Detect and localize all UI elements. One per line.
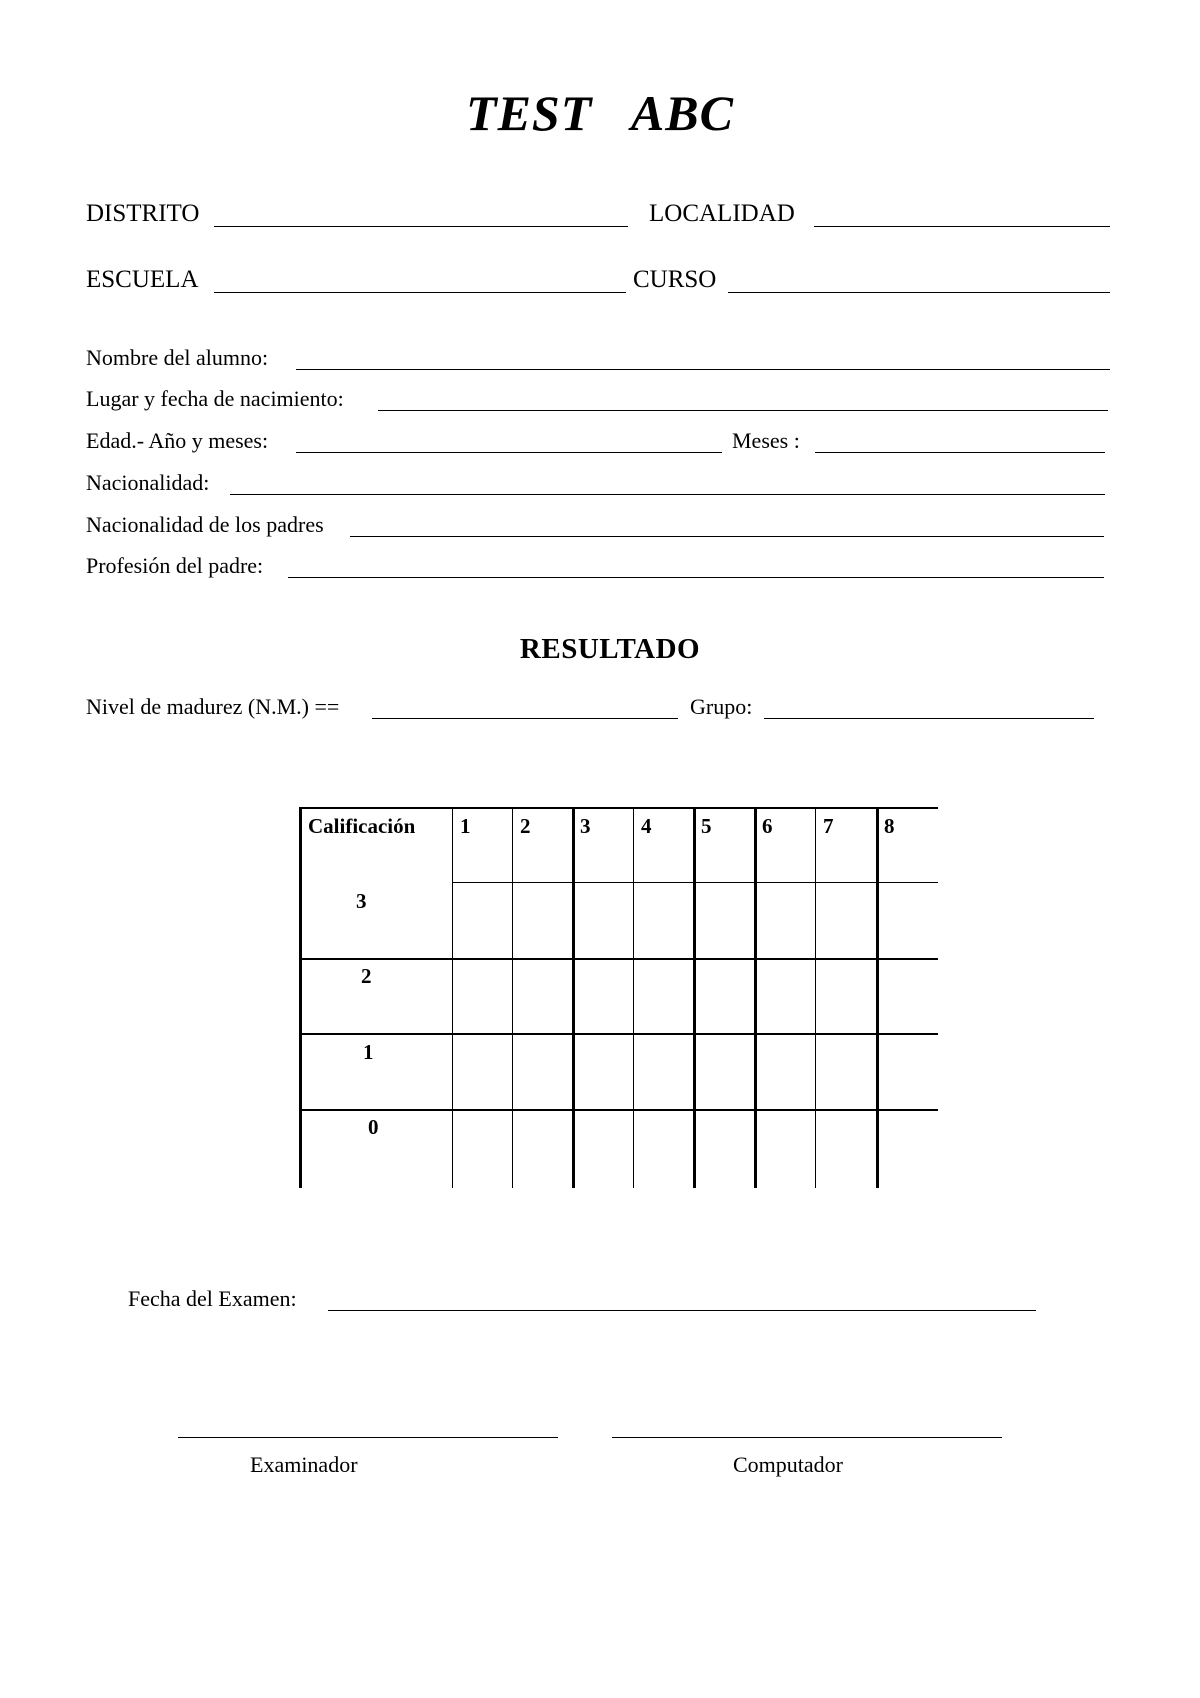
table-vline — [452, 807, 453, 1188]
computador-label: Computador — [733, 1452, 843, 1477]
table-hline — [300, 958, 938, 960]
table-row-label: 3 — [356, 889, 367, 913]
localidad-label: LOCALIDAD — [649, 200, 795, 227]
computador-signature-line[interactable] — [612, 1437, 1002, 1438]
table-vline — [693, 807, 696, 1188]
table-column-header: 3 — [580, 814, 591, 838]
table-column-header: 4 — [641, 814, 652, 838]
meses-label: Meses : — [732, 428, 800, 453]
table-column-header: 8 — [884, 814, 895, 838]
page-title: TEST ABC — [466, 85, 734, 141]
fecha-examen-field[interactable] — [328, 1310, 1036, 1311]
table-row-label: 2 — [361, 964, 372, 988]
escuela-label: ESCUELA — [86, 266, 199, 293]
nacionalidad-label: Nacionalidad: — [86, 470, 210, 495]
table-vline — [754, 807, 757, 1188]
nacionalidad-padres-label: Nacionalidad de los padres — [86, 512, 324, 537]
table-vline — [876, 807, 879, 1188]
table-vline — [299, 807, 302, 1188]
grupo-label: Grupo: — [690, 694, 753, 719]
edad-label: Edad.- Año y meses: — [86, 428, 269, 453]
table-hline — [300, 1109, 938, 1111]
table-column-header: 7 — [823, 814, 834, 838]
table-hline — [300, 1033, 938, 1035]
table-hline — [300, 807, 938, 809]
examinador-label: Examinador — [250, 1452, 358, 1477]
examinador-signature-line[interactable] — [178, 1437, 558, 1438]
resultado-heading: RESULTADO — [519, 633, 701, 665]
curso-label: CURSO — [633, 266, 717, 293]
table-corner-label: Calificación — [308, 814, 416, 838]
table-column-header: 1 — [460, 814, 471, 838]
table-row-label: 1 — [363, 1040, 374, 1064]
table-row-label: 0 — [368, 1115, 379, 1139]
distrito-label: DISTRITO — [86, 200, 200, 227]
table-column-header: 6 — [762, 814, 773, 838]
table-vline — [512, 807, 513, 1188]
table-vline — [633, 807, 634, 1188]
table-column-header: 2 — [520, 814, 531, 838]
table-vline — [572, 807, 575, 1188]
table-column-header: 5 — [701, 814, 712, 838]
nivel-madurez-label: Nivel de madurez (N.M.) == — [86, 694, 340, 719]
nombre-label: Nombre del alumno: — [86, 345, 269, 370]
table-vline — [815, 807, 816, 1188]
profesion-padre-label: Profesión del padre: — [86, 553, 264, 578]
lugar-fecha-label: Lugar y fecha de nacimiento: — [86, 386, 344, 411]
fecha-examen-label: Fecha del Examen: — [128, 1286, 297, 1311]
